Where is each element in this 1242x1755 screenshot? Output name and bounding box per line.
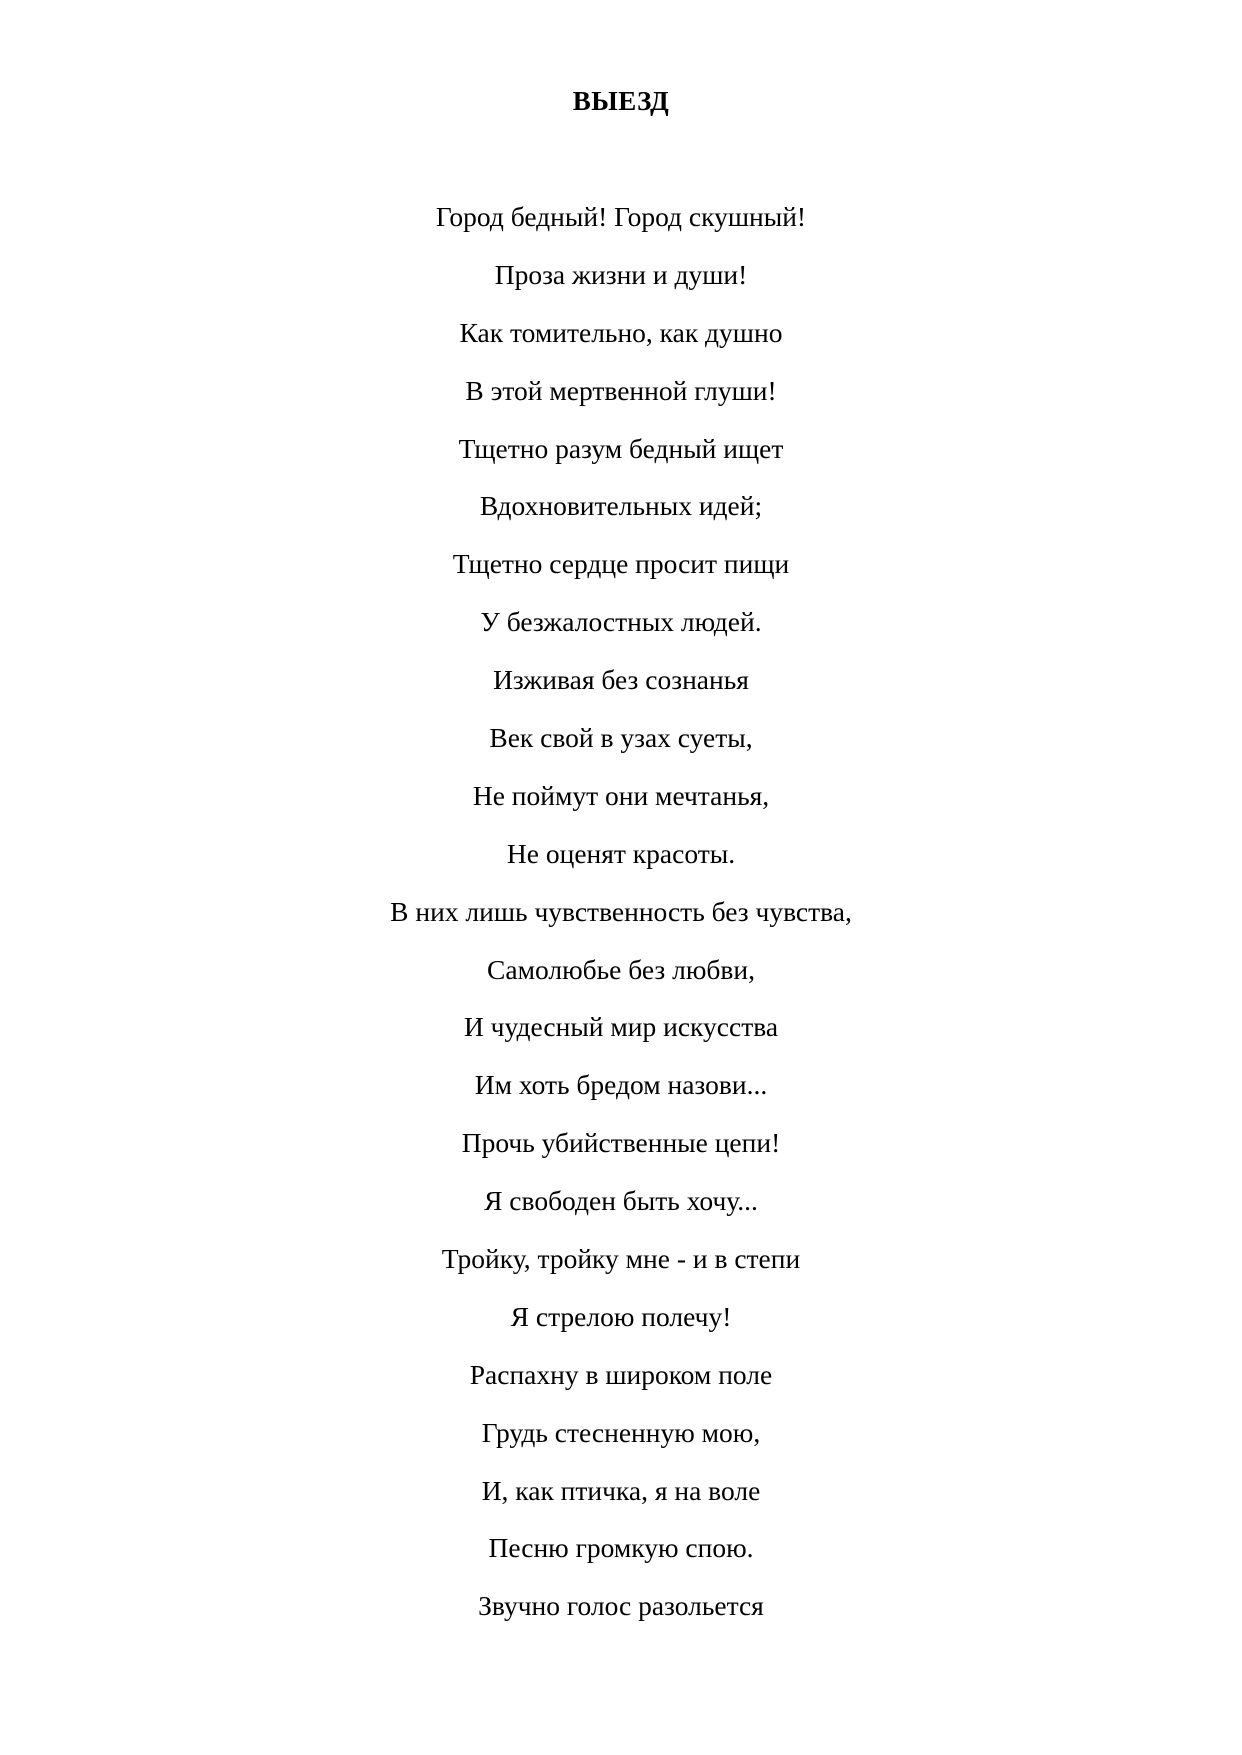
poem-line: Вдохновительных идей;: [479, 490, 763, 522]
poem-line: И чудесный мир искусства: [463, 1011, 779, 1043]
poem-line: Город бедный! Город скушный!: [435, 201, 807, 232]
poem-line: И, как птичка, я на воле: [481, 1474, 761, 1506]
poem-line: Самолюбье без любви,: [487, 953, 755, 985]
poem-line: Им хоть бредом назови...: [474, 1069, 768, 1101]
poem-line: Распахну в широком поле: [469, 1358, 773, 1390]
poem-line: Как томительно, как душно: [459, 316, 783, 348]
poem-body: [0, 200, 1242, 1647]
poem-line: Изживая без сознанья: [493, 664, 749, 696]
poem-line: Я свободен быть хочу...: [484, 1185, 758, 1217]
poem-title: ВЫЕЗД: [572, 86, 670, 116]
poem-line: Звучно голос разольется: [478, 1590, 764, 1622]
poem-line: Тщетно разум бедный ищет: [458, 432, 784, 464]
poem-line: Прочь убийственные цепи!: [461, 1127, 781, 1159]
poem-line: Тщетно сердце просит пищи: [452, 548, 790, 580]
poem-line: В этой мертвенной глуши!: [465, 374, 777, 406]
poem-line: Песню громкую спою.: [488, 1532, 754, 1564]
poem-line: Проза жизни и души!: [494, 258, 748, 290]
poem-line: Век свой в узах суеты,: [489, 722, 753, 754]
poem-line: В них лишь чувственность без чувства,: [390, 895, 852, 927]
poem-line: Тройку, тройку мне - и в степи: [441, 1243, 801, 1275]
poem-line: Не оценят красоты.: [506, 837, 736, 869]
poem-line: Я стрелою полечу!: [510, 1300, 732, 1332]
poem-line: Не поймут они мечтанья,: [472, 779, 770, 811]
poem-line: У безжалостных людей.: [480, 606, 762, 638]
poem-line: Грудь стесненную мою,: [481, 1416, 761, 1448]
